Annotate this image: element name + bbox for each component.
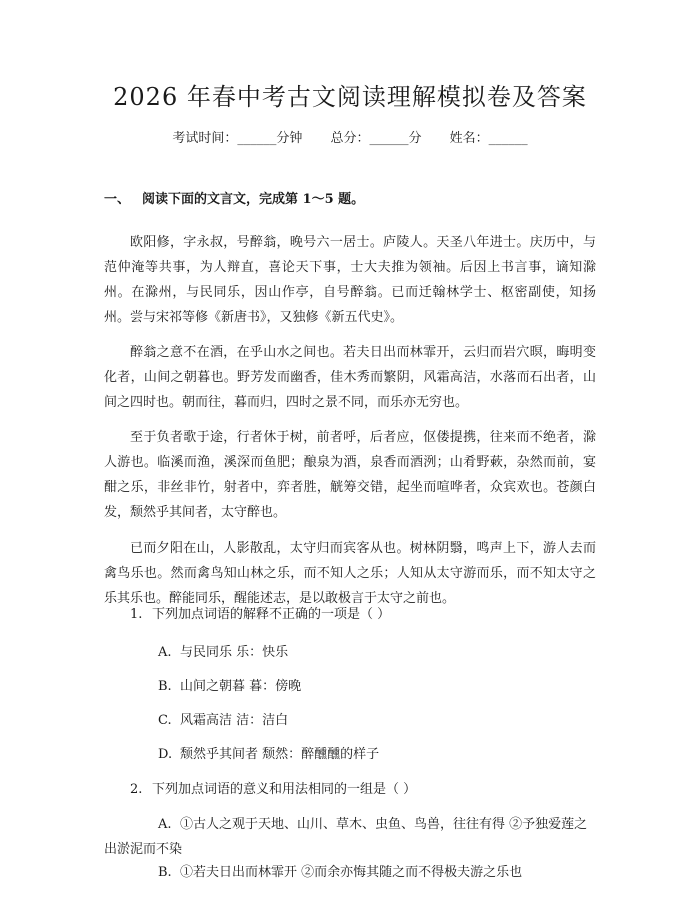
section-number: 一、 [104, 192, 131, 207]
question-1 [130, 602, 390, 627]
question-number: 1. [130, 607, 143, 622]
passage-paragraph-3: 至于负者歌于途，行者休于树，前者呼，后者应，伛偻提携，往来而不绝者，滁人游也。临溪而渔，溪深而鱼肥；酿泉为酒，泉香而酒洌；山肴野蔌，杂然而前，宴酣之乐，非丝非竹，射者中，弈者胜，觥筹交错，起坐而喧哗者，众宾欢也。苍颜白发，颓然乎其间者，太守醉也。 [104, 430, 596, 520]
passage-paragraph-2: 醉翁之意不在酒，在乎山水之间也。若夫日出而林霏开，云归而岩穴暝，晦明变化者，山间之朝暮也。野芳发而幽香，佳木秀而繁阴，风霜高洁，水落而石出者，山间之四时也。朝而往，暮而归，四时之景不同，而乐亦无穷也。 [104, 345, 596, 410]
question-stem: 下列加点词语的解释不正确的一项是（ ） [152, 607, 391, 622]
question-1-option-b: B. 山间之朝暮 暮：傍晚 [158, 679, 302, 694]
exam-score: 总分：______分 [330, 131, 422, 146]
section-heading [104, 189, 624, 211]
exam-meta [0, 128, 700, 150]
question-2 [130, 777, 416, 802]
passage-paragraph-4: 已而夕阳在山，人影散乱，太守归而宾客从也。树林阴翳，鸣声上下，游人去而禽鸟乐也。然而禽鸟知山林之乐，而不知人之乐；人知从太守游而乐，而不知太守之乐其乐也。醉能同乐，醒能述志，是以敢极言于太守之前也。 [104, 541, 596, 606]
exam-time: 考试时间：______分钟 [172, 131, 303, 146]
student-name: 姓名：______ [449, 131, 528, 146]
question-1-option-d: D. 颓然乎其间者 颓然：醉醺醺的样子 [158, 747, 380, 762]
question-number: 2. [130, 782, 143, 797]
question-1-option-c: C. 风霜高洁 洁：洁白 [158, 713, 289, 728]
question-2-option-b: B. ①若夫日出而林霏开 ②而余亦悔其随之而不得极夫游之乐也 [158, 865, 523, 880]
section-instruction: 阅读下面的文言文，完成第 1～5 题。 [142, 192, 365, 207]
question-1-option-a: A. 与民同乐 乐：快乐 [158, 645, 289, 660]
page-title: 2026 年春中考古文阅读理解模拟卷及答案 [113, 83, 587, 111]
question-2-option-a: A. ①古人之观于天地、山川、草木、虫鱼、鸟兽，往往有得 ②予独爱莲之出淤泥而不染 [104, 817, 588, 857]
question-stem: 下列加点词语的意义和用法相同的一组是（ ） [152, 782, 417, 797]
passage-paragraph-1: 欧阳修，字永叔，号醉翁，晚号六一居士。庐陵人。天圣八年进士。庆历中，与范仲淹等共事，为人辩直，喜论天下事，士大夫推为领袖。后因上书言事，谪知滁州。在滁州，与民同乐，因山作亭，自号醉翁。已而迁翰林学士、枢密副使，知扬州。尝与宋祁等修《新唐书》，又独修《新五代史》。 [104, 235, 596, 325]
